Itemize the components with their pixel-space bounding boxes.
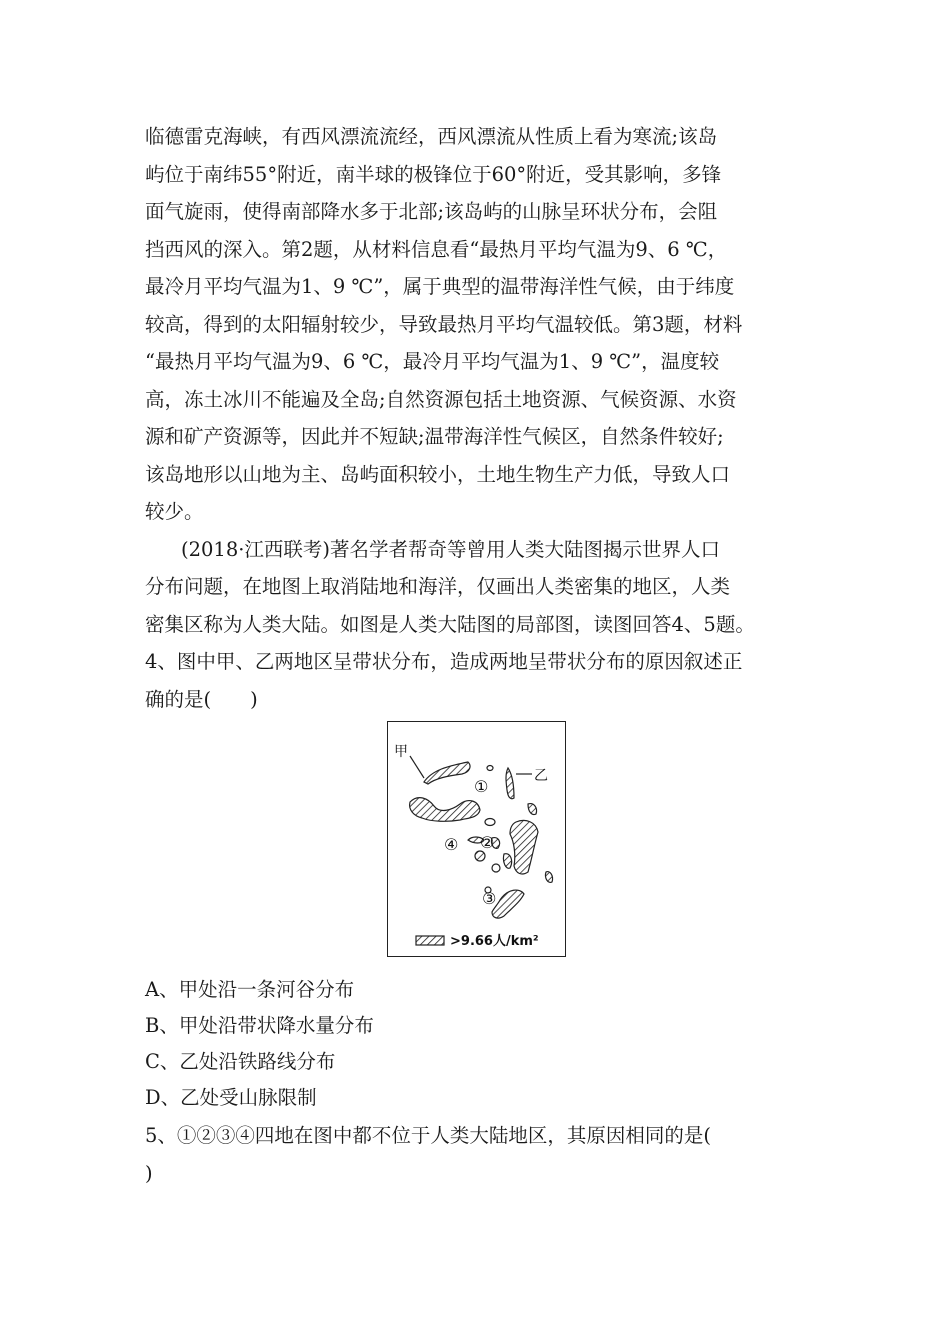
question-5-line: ): [145, 1161, 153, 1185]
question-4-line: 确的是( ): [145, 687, 258, 711]
region-west-band: [410, 798, 480, 822]
small-islet: [528, 804, 537, 815]
label-2: ②: [480, 833, 495, 852]
question-5-line: 5、①②③④四地在图中都不位于人类大陆地区，其原因相同的是(: [145, 1124, 712, 1147]
explanation-line: 临德雷克海峡，有西风漂流流经，西风漂流从性质上看为寒流;该岛: [145, 125, 718, 148]
explanation-line: 源和矿产资源等，因此并不短缺;温带海洋性气候区，自然条件较好;: [145, 425, 724, 448]
small-island: [487, 766, 493, 771]
explanation-line: 该岛地形以山地为主、岛屿面积较小，土地生物生产力低，导致人口: [145, 462, 731, 486]
option-d[interactable]: D、乙处受山脉限制: [145, 1086, 317, 1109]
region-jia: [424, 762, 470, 784]
label-3: ③: [482, 889, 497, 908]
explanation-line: 最冷月平均气温为1、9 ℃”，属于典型的温带海洋性气候，由于纬度: [145, 275, 735, 298]
small-blob: [503, 854, 511, 869]
small-blob: [475, 851, 485, 861]
population-map: [388, 722, 564, 955]
legend-label: >9.66人/km²: [450, 934, 539, 949]
option-a[interactable]: A、甲处沿一条河谷分布: [145, 978, 355, 1001]
explanation-line: 较少。: [145, 500, 204, 523]
answer-options: [145, 972, 825, 1116]
label-4: ④: [444, 835, 459, 854]
intro-line: (2018·江西联考)著名学者帮奇等曾用人类大陆图揭示世界人口: [181, 537, 721, 561]
legend-swatch: [416, 936, 444, 945]
population-map-figure: [387, 721, 566, 957]
region-south-band: [492, 890, 524, 918]
label-1: ①: [474, 777, 489, 796]
explanation-line: 高，冻土冰川不能遍及全岛;自然资源包括土地资源、气候资源、水资: [145, 387, 737, 411]
question-4-line: 4、图中甲、乙两地区呈带状分布，造成两地呈带状分布的原因叙述正: [145, 650, 743, 673]
label-jia: 甲: [394, 744, 408, 760]
small-blob: [485, 819, 495, 826]
question-5: [145, 1117, 825, 1192]
jia-pointer: [410, 756, 424, 778]
option-b[interactable]: B、甲处沿带状降水量分布: [145, 1014, 374, 1037]
region-east-band: [510, 820, 538, 874]
intro-line: 分布问题，在地图上取消陆地和海洋，仅画出人类密集的地区，人类: [145, 575, 731, 598]
explanation-line: 面气旋雨，使得南部降水多于北部;该岛屿的山脉呈环状分布，会阻: [145, 200, 718, 223]
small-blob: [492, 864, 500, 872]
explanation-line: 较高，得到的太阳辐射较少，导致最热月平均气温较低。第3题，材料: [145, 312, 743, 336]
region-yi: [506, 768, 514, 799]
small-blob: [545, 872, 552, 883]
option-c[interactable]: C、乙处沿铁路线分布: [145, 1050, 336, 1073]
explanation-line: 屿位于南纬55°附近，南半球的极锋位于60°附近，受其影响，多锋: [145, 162, 722, 186]
explanation-line: “最热月平均气温为9、6 ℃，最冷月平均气温为1、9 ℃”，温度较: [145, 350, 720, 373]
explanation-line: 挡西风的深入。第2题，从材料信息看“最热月平均气温为9、6 ℃，: [145, 237, 728, 261]
question-text: [145, 118, 825, 718]
label-yi: 乙: [534, 768, 548, 784]
intro-line: 密集区称为人类大陆。如图是人类大陆图的局部图，读图回答4、5题。: [145, 612, 755, 636]
